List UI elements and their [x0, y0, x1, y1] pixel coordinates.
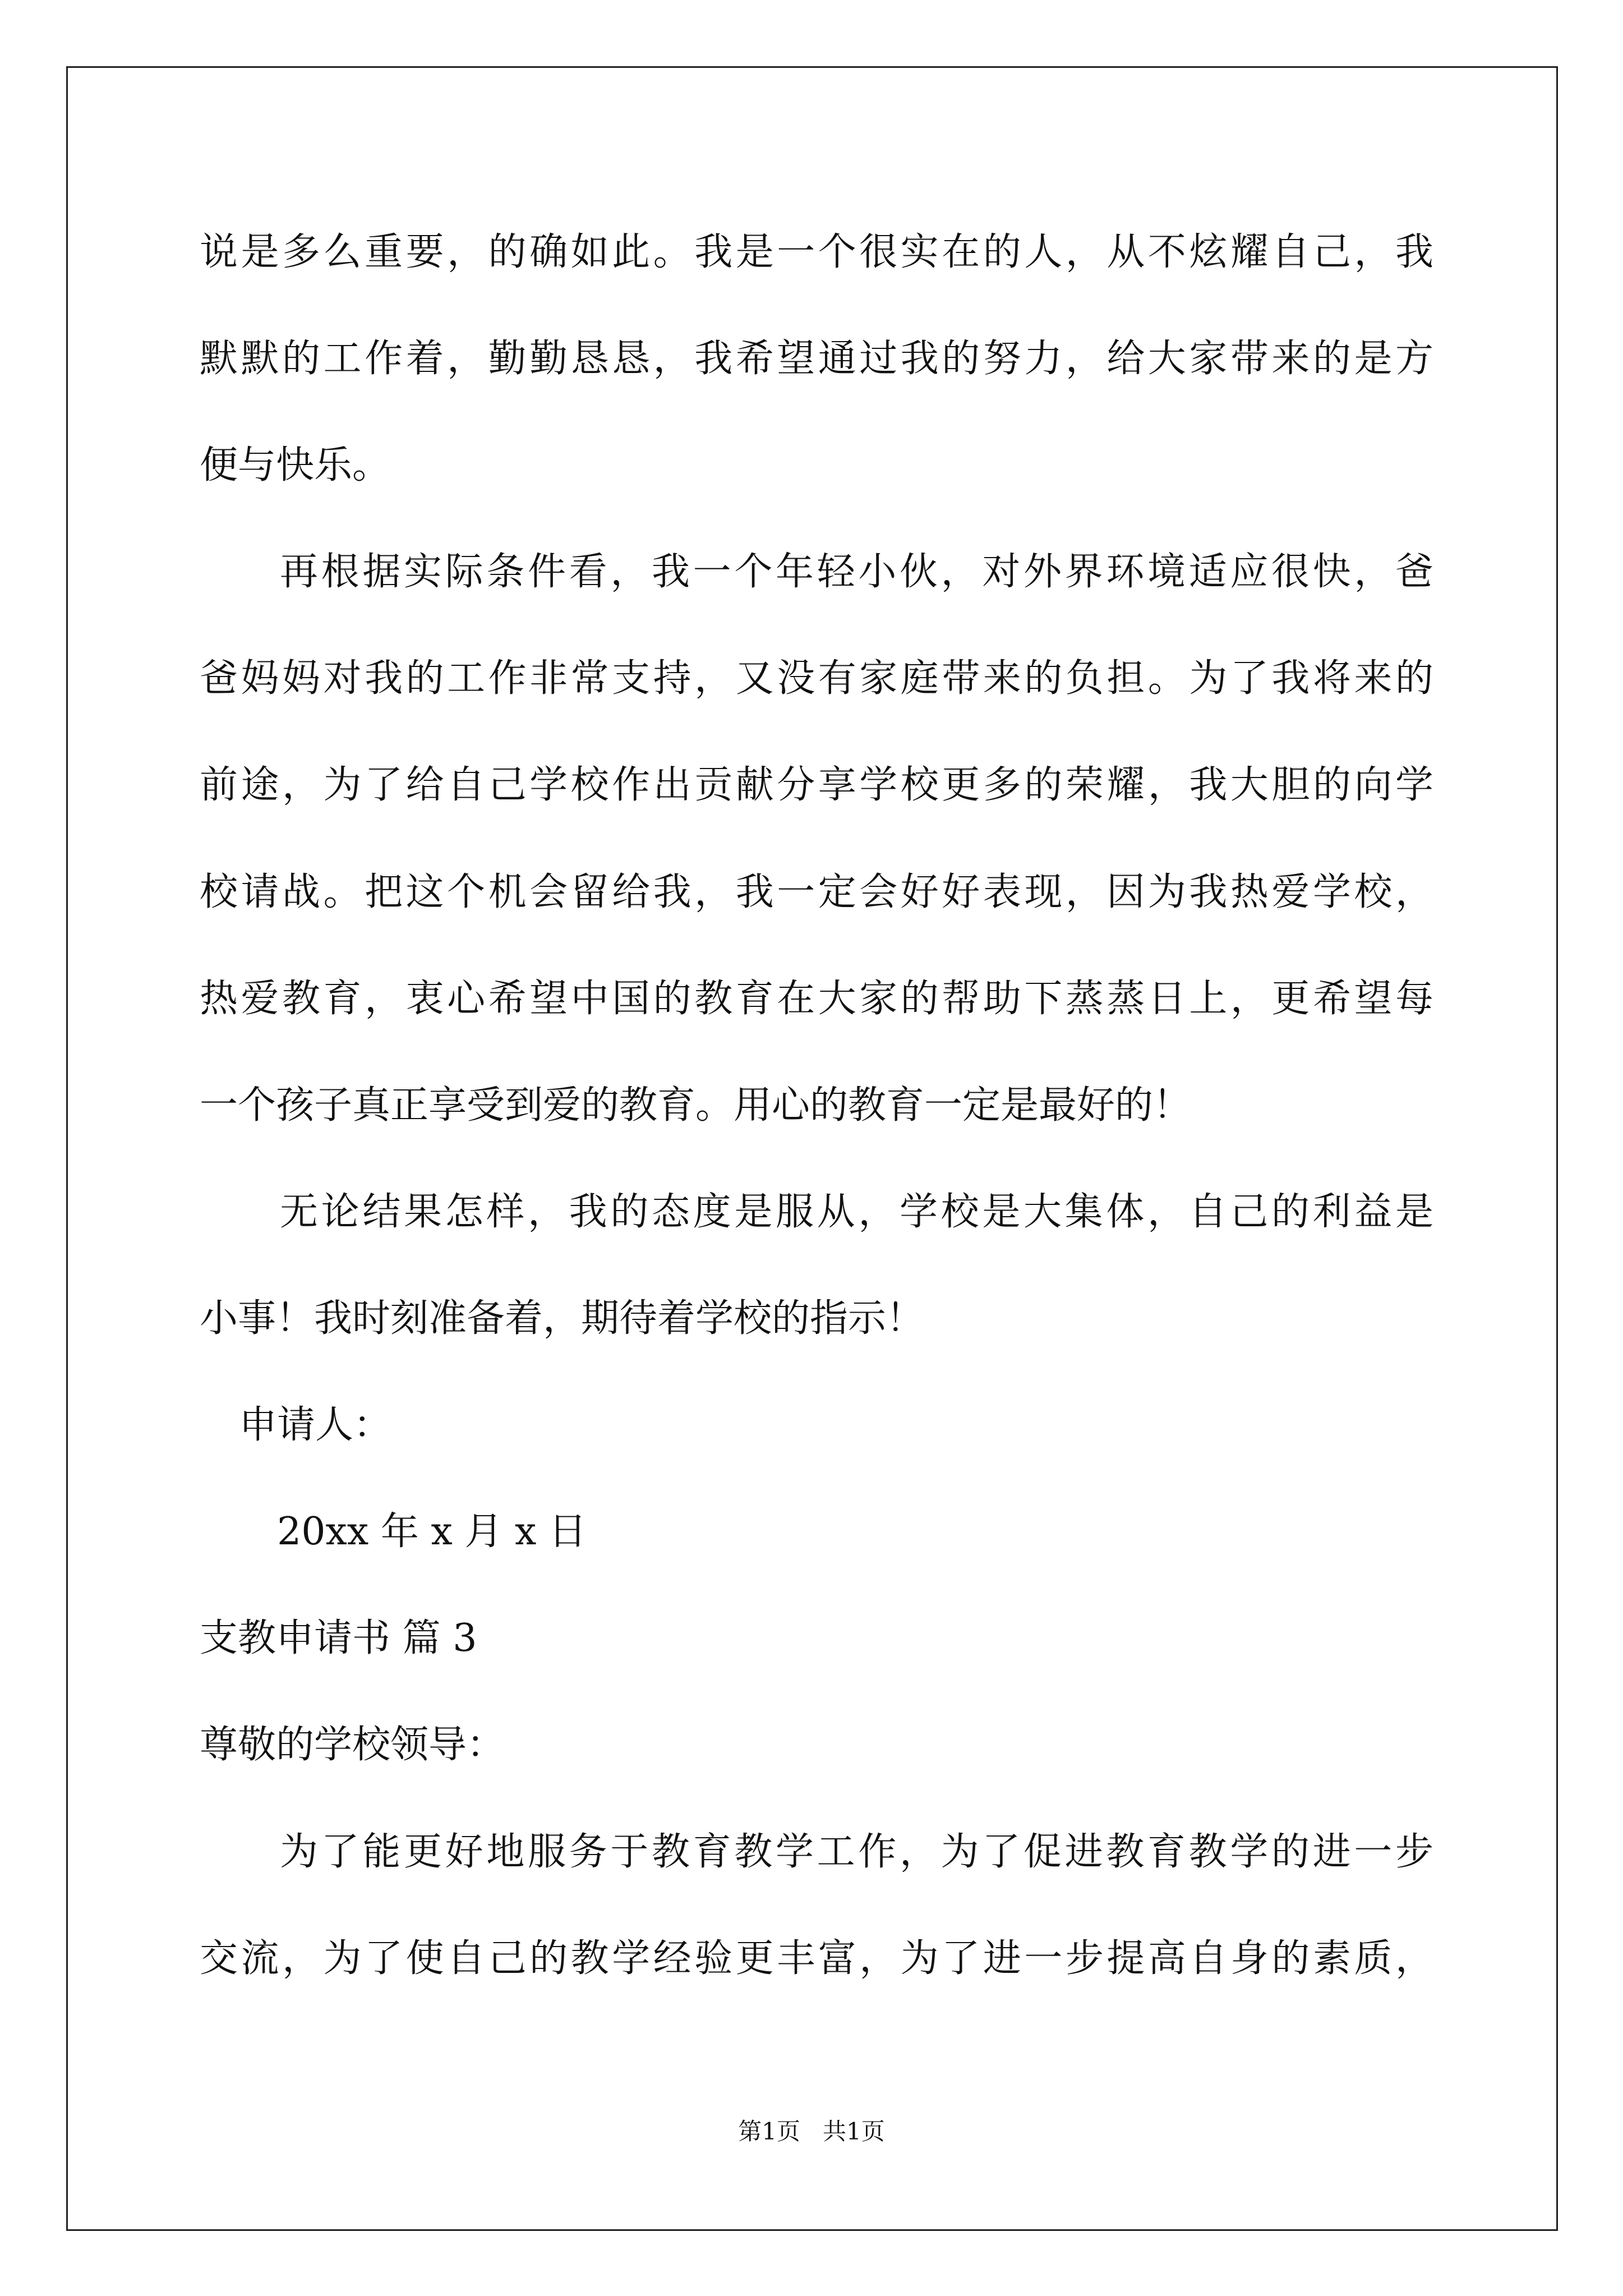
- body-line-5: 爸妈妈对我的工作非常支持，又没有家庭带来的负担。为了我将来的: [200, 656, 1433, 701]
- body-line-1: 说是多么重要，的确如此。我是一个很实在的人，从不炫耀自己，我: [200, 230, 1433, 274]
- body-line-12: 为了能更好地服务于教育教学工作，为了促进教育教学的进一步: [280, 1830, 1433, 1874]
- page-border: [66, 66, 1558, 2231]
- body-line-13: 交流，为了使自己的教学经验更丰富，为了进一步提高自身的素质，: [200, 1936, 1433, 1981]
- body-line-6: 前途，为了给自己学校作出贡献分享学校更多的荣耀，我大胆的向学: [200, 763, 1433, 807]
- body-line-7: 校请战。把这个机会留给我，我一定会好好表现，因为我热爱学校，: [200, 870, 1433, 914]
- body-line-10: 无论结果怎样，我的态度是服从，学校是大集体，自己的利益是: [280, 1190, 1433, 1234]
- body-line-11: 小事！我时刻准备着，期待着学校的指示！: [200, 1296, 925, 1341]
- section-title: 支教申请书 篇 3: [200, 1616, 477, 1660]
- body-line-4: 再根据实际条件看，我一个年轻小伙，对外界环境适应很快，爸: [280, 550, 1433, 594]
- body-line-2: 默默的工作着，勤勤恳恳，我希望通过我的努力，给大家带来的是方: [200, 337, 1433, 381]
- salutation: 尊敬的学校领导：: [200, 1723, 505, 1767]
- body-line-9: 一个孩子真正享受到爱的教育。用心的教育一定是最好的！: [200, 1083, 1192, 1128]
- applicant-label: 申请人：: [239, 1403, 392, 1447]
- page-footer: 第1页 共1页: [738, 2118, 885, 2145]
- body-line-8: 热爱教育，衷心希望中国的教育在大家的帮助下蒸蒸日上，更希望每: [200, 977, 1433, 1021]
- date-line: 20xx 年 x 月 x 日: [277, 1510, 587, 1554]
- body-line-3: 便与快乐。: [200, 443, 391, 487]
